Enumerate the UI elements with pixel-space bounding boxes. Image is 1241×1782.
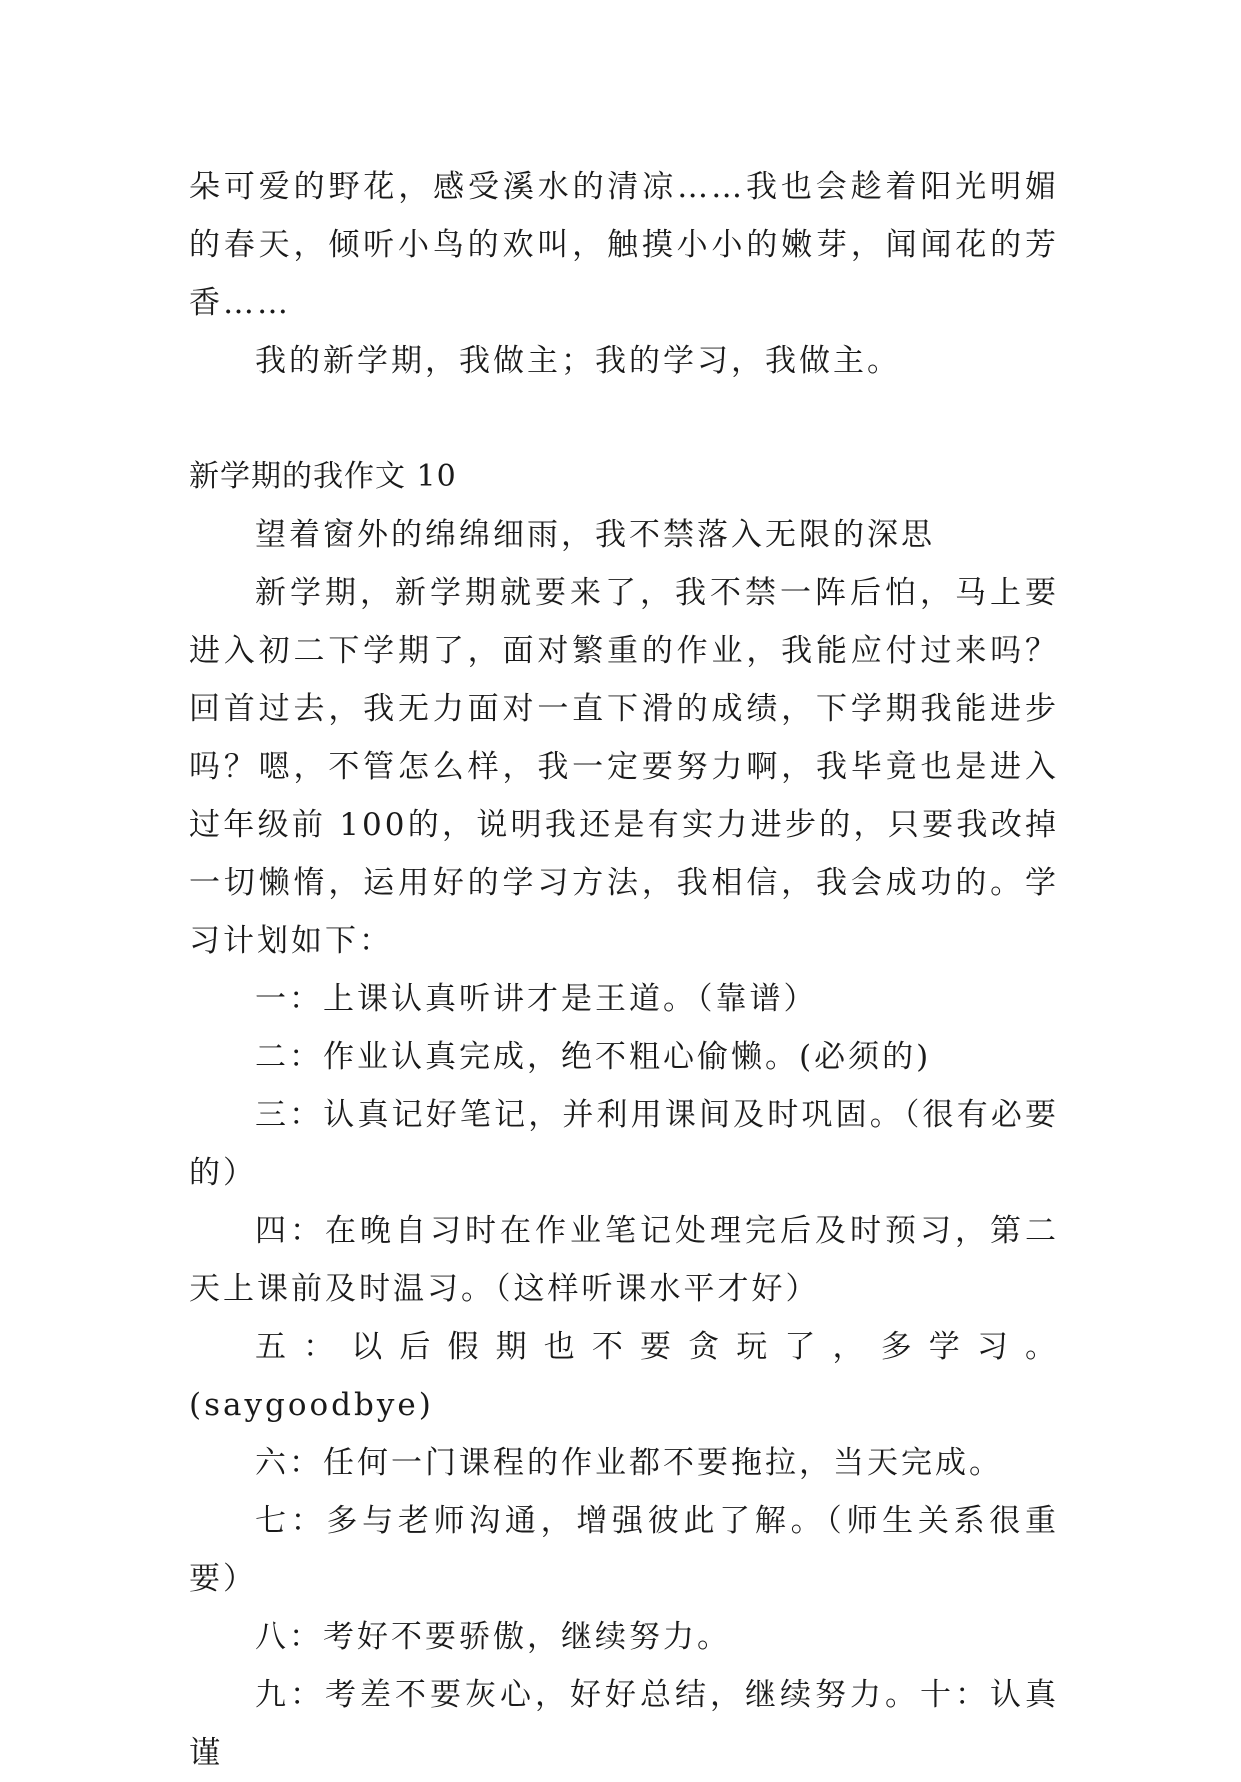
plan-item: 一：上课认真听讲才是王道。（靠谱） — [255, 981, 818, 1017]
body-paragraph: 新学期，新学期就要来了，我不禁一阵后怕，马上要进入初二下学期了，面对繁重的作业，我能应付过来吗？回首过去，我无力面对一直下滑的成绩，下学期我能进步吗？嗯，不管怎么样，我一定要努力啊，我毕竟也是进入过年级前 100的，说明我还是有实力进步的，只要我改掉一切懒惰，运用好的学习方法，我相信，我会成功的。学习计划如下： — [189, 575, 1059, 959]
plan-item: 八：考好不要骄傲，继续努力。 — [255, 1619, 731, 1655]
body-paragraph: 朵可爱的野花，感受溪水的清凉……我也会趁着阳光明媚的春天，倾听小鸟的欢叫，触摸小小的嫩芽，闻闻花的芳香…… — [189, 169, 1059, 321]
body-paragraph: 我的新学期，我做主；我的学习，我做主。 — [255, 343, 901, 379]
plan-item: 七：多与老师沟通，增强彼此了解。（师生关系很重要） — [189, 1503, 1059, 1597]
plan-item: 三：认真记好笔记，并利用课间及时巩固。（很有必要的） — [189, 1097, 1059, 1191]
plan-item: 二：作业认真完成，绝不粗心偷懒。(必须的) — [255, 1039, 932, 1075]
plan-item: 六：任何一门课程的作业都不要拖拉，当天完成。 — [255, 1445, 1003, 1481]
plan-item: 九：考差不要灰心，好好总结，继续努力。十：认真谨 — [189, 1677, 1059, 1771]
document-body — [189, 158, 1059, 1782]
plan-item: 四：在晚自习时在作业笔记处理完后及时预习，第二天上课前及时温习。（这样听课水平才好） — [189, 1213, 1059, 1307]
section-title: 新学期的我作文 10 — [189, 459, 457, 494]
body-paragraph: 望着窗外的绵绵细雨，我不禁落入无限的深思 — [255, 517, 935, 553]
plan-item: 五：以后假期也不要贪玩了，多学习。(saygoodbye) — [189, 1329, 1059, 1423]
